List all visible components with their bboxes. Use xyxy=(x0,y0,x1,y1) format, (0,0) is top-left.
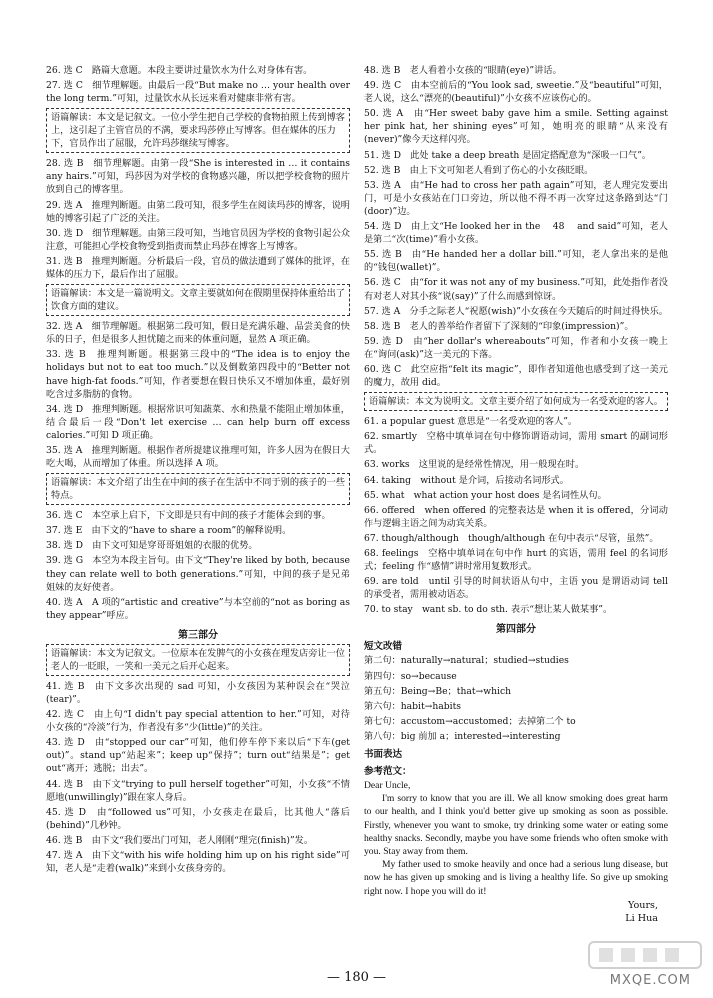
answer-item: 64. taking without 是介词，后接动名词形式。 xyxy=(364,474,569,486)
answer-item: 60. 选 C 此空应指“felt its magic”，即作者知道他也感受到了这一美元的魔力，故用 did。 xyxy=(364,363,668,389)
answer-item: 61. a popular guest 意思是“一名受欢迎的客人”。 xyxy=(364,416,578,428)
answer-item: 29. 选 A 推理判断题。由第二段可知，很多学生在阅读玛莎的博客，说明她的博客引起了广泛的关注。 xyxy=(46,199,350,224)
answer-item: 51. 选 D 此处 take a deep breath 是固定搭配意为“深吸一口气”。 xyxy=(364,149,652,161)
answer-item: 59. 选 D 由“her dollar's whereabouts”可知，作者和小女孩一晚上在“询问(ask)”这一美元的下落。 xyxy=(364,335,668,360)
passage-analysis-box: 语篇解读：本文是一篇说明文。文章主要就如何在假期里保持体重给出了饮食方面的建议。 xyxy=(46,284,350,316)
answer-item: 52. 选 B 由上下文可知老人看到了伤心的小女孩眨眼。 xyxy=(364,164,594,176)
answer-item: 第二句：naturally→natural；studied→studies xyxy=(364,655,569,667)
answer-item: 39. 选 G 本空为本段主旨句。由下文“They're liked by both, because they can relate well to both generations.”可知，中间的孩子是兄弟姐妹的友好使者。 xyxy=(46,555,350,593)
answer-item: 41. 选 B 由下文多次出现的 sad 可知，小女孩因为某种误会在“哭泣(tear)”。 xyxy=(46,680,350,705)
answer-item: 32. 选 A 细节理解题。根据第二段可知，假日是充满乐趣、品尝美食的快乐的日子，但是很多人担忧随之而来的体重问题，显然 A 项正确。 xyxy=(46,321,350,346)
right-column xyxy=(364,64,668,924)
answer-item: 27. 选 C 细节理解题。由最后一段“But make no … your health over the long term.”可知，过量饮水从长远来看对健康非常有害。 xyxy=(46,80,350,105)
page-number: — 180 — xyxy=(326,970,387,985)
answer-item: 58. 选 B 老人的善举给作者留下了深刻的“印象(impression)”。 xyxy=(364,320,634,332)
answer-item: 66. offered when offered 的完整表达是 when it is offered，分词动作与逻辑主语之间为动宾关系。 xyxy=(364,504,668,529)
answer-item: 37. 选 E 由下文的“have to share a room”的解释说明。 xyxy=(46,525,292,537)
section-heading: 第三部分 xyxy=(178,629,218,641)
answer-item: 40. 选 A A 项的“artistic and creative”与本空前的“not as boring as they appear”呼应。 xyxy=(46,596,350,621)
essay-paragraph: My father used to smoke heavily and once had a serious lung disease, but now he has given up smoking and is living a healthy life. So give up smoking right now. I hope you will do it! xyxy=(364,859,668,897)
answer-item: 67. though/although though/although 在句中表示“尽管，虽然”。 xyxy=(364,532,659,544)
answer-item: 57. 选 A 分手之际老人“祝愿(wish)”小女孩在今天随后的时间过得快乐。 xyxy=(364,305,668,317)
passage-analysis-box: 语篇解读：本文为说明文。文章主要介绍了如何成为一名受欢迎的客人。 xyxy=(364,392,668,411)
answer-item: 53. 选 A 由“He had to cross her path again”可知，老人理完发要出门，可是小女孩站在门口旁边，所以他不得不再一次穿过这条路到达“门(door)”边。 xyxy=(364,179,668,217)
answer-item: 第六句：habit→habits xyxy=(364,700,461,712)
answer-item: 47. 选 A 由下文“with his wife holding him up on his right side”可知，老人是“走着(walk)”来到小女孩身旁的。 xyxy=(46,850,350,875)
subsection-heading: 参考范文： xyxy=(364,766,412,778)
answer-item: 43. 选 D 由“stopped our car”可知，他们停车停下来以后“下车(get out)”。stand up“站起来”；keep up“保持”；turn out“结果是”；get out“离开；逃脱；出去”。 xyxy=(46,737,350,775)
answer-item: 第五句：Being→Be；that→which xyxy=(364,685,512,697)
answer-item: 34. 选 D 推理判断题。根据常识可知蔬菜、水和热量不能阻止增加体重，结合最后一段“Don't let exercise … can help burn off excess calories.”可知 D 项正确。 xyxy=(46,403,350,441)
answer-item: 54. 选 D 由上文“He looked her in the 48 and said”可知，老人是第二“次(time)”看小女孩。 xyxy=(364,221,668,246)
answer-item: 48. 选 B 老人看着小女孩的“眼睛(eye)”讲话。 xyxy=(364,65,562,76)
passage-analysis-box: 语篇解读：本文是记叙文。一位小学生把自己学校的食物拍照上传到博客上，这引起了主管官员的不满，要求玛莎停止写博客。但在媒体的压力下，官员作出了屈服，允许玛莎继续写博客。 xyxy=(46,108,350,153)
left-column xyxy=(46,64,350,877)
essay-line: Dear Uncle, xyxy=(364,780,411,792)
answer-item: 31. 选 B 推理判断题。分析最后一段，官员的做法遭到了媒体的批评，在媒体的压力下，最后作出了屈服。 xyxy=(46,255,350,281)
passage-analysis-box: 语篇解读：本文介绍了出生在中间的孩子在生活中不同于别的孩子的一些特点。 xyxy=(46,473,350,505)
answer-item: 45. 选 D 由“followed us”可知，小女孩走在最后，比其他人“落后(behind)”几秒钟。 xyxy=(46,806,350,831)
answer-item: 第四句：so→because xyxy=(364,670,457,682)
answer-item: 46. 选 B 由下文“我们要出门可知，老人刚刚“理完(finish)”发。 xyxy=(46,834,314,846)
subsection-heading: 书面表达 xyxy=(364,749,403,761)
answer-item: 28. 选 B 细节理解题。由第一段“She is interested in … it contains any hairs.”可知，玛莎因为对学校的食物感兴趣，所以把学校食物的照片放到自己的博客里。 xyxy=(46,158,350,196)
answer-item: 68. feelings 空格中填单词在句中作 hurt 的宾语，需用 feel 的名词形式；feeling 作“感情”讲时常用复数形式。 xyxy=(364,548,668,573)
passage-analysis-box: 语篇解读：本文为记叙文。一位原本在发脾气的小女孩在理发店旁让一位老人的一眨眼，一笑和一美元之后开心起来。 xyxy=(46,644,350,676)
answer-item: 26. 选 C 路篇大意题。本段主要讲过量饮水为什么对身体有害。 xyxy=(46,65,313,76)
answer-item: 33. 选 B 推理判断题。根据第三段中的“The idea is to enjoy the holidays but not to eat too much.”以及倒数第四段中的“Better not have high-fat foods.”可知，作者要想在假日快乐又不增加体重，最好别吃含过多脂肪的食物。 xyxy=(46,349,350,400)
watermark-text: MXQE.COM xyxy=(609,973,691,988)
answer-item: 70. to stay want sb. to do sth. 表示“想让某人做某事”。 xyxy=(364,604,613,616)
answer-item: 69. are told until 引导的时间状语从句中，主语 you 是谓语动词 tell 的承受者，需用被动语态。 xyxy=(364,576,668,601)
answer-item: 36. 选 C 本空承上启下，下文即是只有中间的孩子才能体会到的事。 xyxy=(46,510,331,522)
answer-item: 62. smartly 空格中填单词在句中修饰谓语动词，需用 smart 的副词形式。 xyxy=(364,431,668,456)
answer-item: 65. what what action your host does 是名词性从句。 xyxy=(364,489,607,501)
essay-paragraph: I'm sorry to know that you are ill. We all know smoking does great harm to our health, and I think you'd better give up smoking as soon as possible. Firstly, whenever you want to smoke, try drinking some water or eating some healthy snacks. Secondly, maybe you have some friends who often smoke with you. Stay away from them. xyxy=(364,793,668,858)
answer-item: 63. works 这里说的是经常性情况，用一般现在时。 xyxy=(364,459,585,471)
essay-signoff: Yours, xyxy=(627,899,658,911)
answer-item: 44. 选 B 由下文“trying to pull herself together”可知，小女孩“不情愿地(unwillingly)”跟在家人身后。 xyxy=(46,778,350,803)
answer-item: 35. 选 A 推理判断题。根据作者所提建议推理可知，许多人因为在假日大吃大喝，从而增加了体重。所以选择 A 项。 xyxy=(46,444,350,470)
answer-item: 第七句：accustom→accustomed；去掉第二个 to xyxy=(364,715,576,727)
subsection-heading: 短文改错 xyxy=(364,641,403,653)
essay-signoff: Li Hua xyxy=(625,912,658,924)
answer-item: 30. 选 D 细节理解题。由第三段可知，当地官员因为学校的食物引起公众注意，可能担心学校食物受到指责而禁止玛莎在博客上写博客。 xyxy=(46,227,350,252)
answer-item: 55. 选 B 由“He handed her a dollar bill.”可知，老人拿出来的是他的“钱包(wallet)”。 xyxy=(364,249,668,274)
answer-item: 38. 选 D 由下文可知是穿哥哥姐姐的衣服的优势。 xyxy=(46,540,258,552)
section-heading: 第四部分 xyxy=(496,624,536,636)
answer-item: 第八句：big 前加 a；interested→interesting xyxy=(364,730,561,742)
answer-item: 56. 选 C 由“for it was not any of my business.”可知，此处指作者没有对老人对其小孩“说(say)”了什么而感到惊讶。 xyxy=(364,277,668,302)
answer-item: 49. 选 C 由本空前后的“You look sad, sweetie.”及“beautiful”可知，老人说，这么“漂亮的(beautiful)”小女孩不应该伤心的。 xyxy=(364,80,668,105)
answer-item: 42. 选 C 由上句“I didn't pay special attention to her.”可知，对待小女孩的“冷淡”行为，作者没有多“少(little)”的关注。 xyxy=(46,709,350,734)
answer-item: 50. 选 A 由“Her sweet baby gave him a smile. Setting against her pink hat, her shining eyes”可知，她明亮的眼睛“从来没有(never)”像今天这样闪亮。 xyxy=(364,108,668,146)
